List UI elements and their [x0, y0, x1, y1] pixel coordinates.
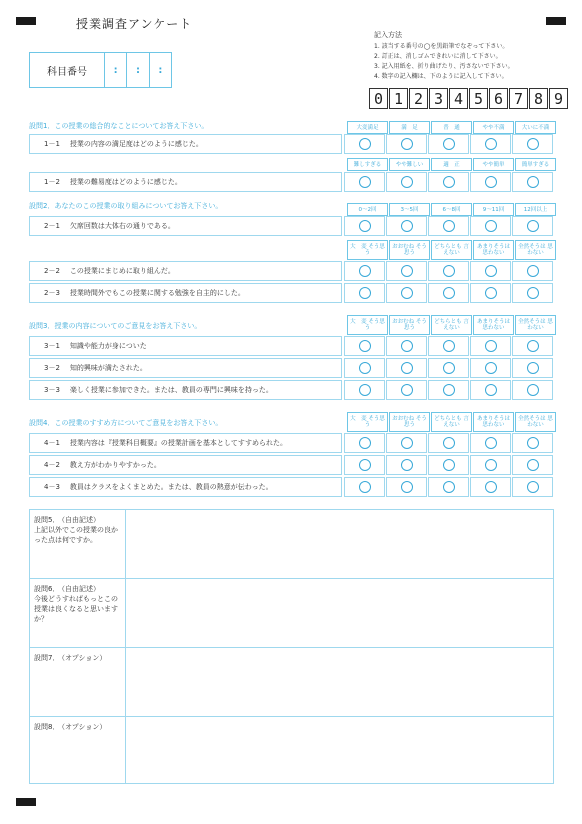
answer-options [344, 358, 554, 378]
section-4-heading: 設問4．この授業のすすめ方についてご意見をお答え下さい。 [29, 419, 223, 427]
option-cell [512, 172, 553, 192]
free-question-7 [29, 647, 554, 717]
answer-circle[interactable] [485, 138, 497, 150]
option-cell [512, 336, 553, 356]
answer-circle[interactable] [485, 481, 497, 493]
option-cell [470, 283, 511, 303]
answer-circle[interactable] [443, 481, 455, 493]
scale-label: どちらとも 言えない [431, 240, 472, 260]
free-question-type: （自由記述） [61, 516, 100, 524]
answer-circle[interactable] [359, 384, 371, 396]
free-answer-area[interactable] [126, 510, 553, 578]
option-cell [470, 433, 511, 453]
free-question-body: 今後どうすればもっとこの授業は良くなると思いますか？ [34, 595, 118, 623]
question-label: 授業の内容の満足度はどのように感じた。 [69, 140, 203, 148]
answer-circle[interactable] [527, 340, 539, 352]
option-cell [470, 134, 511, 154]
question-text [29, 380, 342, 400]
answer-circle[interactable] [485, 340, 497, 352]
option-cell [344, 283, 385, 303]
scale-label: 満 足 [389, 121, 430, 134]
answer-circle[interactable] [527, 459, 539, 471]
answer-circle[interactable] [443, 138, 455, 150]
question-row-2-2 [29, 261, 554, 281]
question-row-3-3 [29, 380, 554, 400]
answer-options [344, 433, 554, 453]
option-cell [386, 455, 427, 475]
option-cell [344, 433, 385, 453]
registration-mark-bottom-left [16, 798, 36, 806]
option-cell [386, 358, 427, 378]
option-cell [428, 134, 469, 154]
option-cell [512, 283, 553, 303]
option-cell [428, 358, 469, 378]
sample-digit: 9 [549, 88, 568, 109]
scale-label: 3～5回 [389, 203, 430, 216]
answer-circle[interactable] [527, 362, 539, 374]
sample-digit: 8 [529, 88, 548, 109]
answer-circle[interactable] [359, 138, 371, 150]
question-text [29, 172, 342, 192]
option-cell [470, 172, 511, 192]
option-cell [470, 380, 511, 400]
scale-label: どちらとも 言えない [431, 412, 472, 432]
scale-label: 6～8回 [431, 203, 472, 216]
answer-options [344, 380, 554, 400]
question-number: 2－2 [44, 267, 60, 275]
question-row-4-2 [29, 455, 554, 475]
option-cell [470, 477, 511, 497]
option-cell [428, 433, 469, 453]
absence-scale [347, 203, 557, 216]
option-cell [386, 336, 427, 356]
scale-label: 大いに不満 [515, 121, 556, 134]
question-label: 教え方がわかりやすかった。 [69, 461, 161, 469]
answer-circle[interactable] [359, 362, 371, 374]
question-label: 授業の難易度はどのように感じた。 [69, 178, 182, 186]
option-cell [386, 216, 427, 236]
answer-circle[interactable] [527, 287, 539, 299]
question-row-4-3 [29, 477, 554, 497]
answer-circle[interactable] [443, 287, 455, 299]
free-question-type: （オプション） [61, 723, 107, 731]
free-question-6 [29, 578, 554, 648]
answer-circle[interactable] [485, 265, 497, 277]
option-cell [344, 336, 385, 356]
option-cell [344, 172, 385, 192]
option-cell [512, 261, 553, 281]
option-cell [428, 380, 469, 400]
answer-circle[interactable] [485, 384, 497, 396]
question-label: 楽しく授業に参加できた。または、教員の専門に興味を持った。 [69, 386, 273, 394]
free-question-5 [29, 509, 554, 579]
question-label: 知的興味が満たされた。 [69, 364, 147, 372]
option-cell [344, 261, 385, 281]
answer-circle[interactable] [359, 220, 371, 232]
question-text [29, 134, 342, 154]
option-cell [386, 283, 427, 303]
scale-label: あまりそうは 思わない [473, 412, 514, 432]
option-cell [470, 358, 511, 378]
option-cell [512, 380, 553, 400]
answer-circle[interactable] [443, 459, 455, 471]
instructions-list [374, 42, 554, 82]
free-question-head: 設問6． [34, 585, 60, 593]
answer-circle[interactable] [359, 437, 371, 449]
sample-digit: 0 [369, 88, 388, 109]
answer-options [344, 261, 554, 281]
answer-circle[interactable] [485, 176, 497, 188]
option-cell [344, 358, 385, 378]
section-1-heading: 設問1．この授業の総合的なことについてお答え下さい。 [29, 122, 209, 130]
scale-label: おおむね そう思う [389, 315, 430, 335]
answer-circle[interactable] [527, 220, 539, 232]
free-answer-area[interactable] [126, 717, 553, 783]
option-cell [386, 477, 427, 497]
answer-circle[interactable] [485, 287, 497, 299]
question-row-2-1 [29, 216, 554, 236]
question-text [29, 216, 342, 236]
scale-label: 普 通 [431, 121, 472, 134]
scale-label: 難しすぎる [347, 158, 388, 171]
answer-circle[interactable] [359, 459, 371, 471]
option-cell [512, 433, 553, 453]
answer-options [344, 216, 554, 236]
answer-circle[interactable] [359, 481, 371, 493]
question-text [29, 283, 342, 303]
option-cell [428, 283, 469, 303]
option-cell [470, 216, 511, 236]
option-cell [344, 380, 385, 400]
difficulty-scale [347, 158, 557, 171]
sample-digit: 7 [509, 88, 528, 109]
question-row-3-1 [29, 336, 554, 356]
answer-circle[interactable] [401, 287, 413, 299]
sample-digit: 5 [469, 88, 488, 109]
option-cell [344, 477, 385, 497]
scale-label: あまりそうは 思わない [473, 315, 514, 335]
question-row-1-1 [29, 134, 554, 154]
answer-circle[interactable] [401, 176, 413, 188]
answer-circle[interactable] [443, 437, 455, 449]
option-cell [428, 336, 469, 356]
answer-options [344, 283, 554, 303]
option-cell [386, 261, 427, 281]
scale-label: 12回以上 [515, 203, 556, 216]
question-label: 知識や能力が身についた [69, 342, 147, 350]
question-text [29, 433, 342, 453]
answer-circle[interactable] [359, 340, 371, 352]
answer-options [344, 455, 554, 475]
answer-options [344, 172, 554, 192]
scale-label: やや簡単 [473, 158, 514, 171]
question-number: 3－3 [44, 386, 60, 394]
subject-digit-field[interactable]: : [158, 64, 163, 76]
subject-digit-field[interactable]: : [127, 53, 149, 87]
answer-circle[interactable] [401, 384, 413, 396]
answer-circle[interactable] [443, 220, 455, 232]
question-number: 1－1 [44, 140, 60, 148]
answer-circle[interactable] [527, 138, 539, 150]
answer-options [344, 134, 554, 154]
question-text [29, 358, 342, 378]
sample-digits [369, 88, 569, 109]
answer-circle[interactable] [401, 138, 413, 150]
option-cell [428, 455, 469, 475]
free-question-8 [29, 716, 554, 784]
scale-label: どちらとも 言えない [431, 315, 472, 335]
option-cell [512, 477, 553, 497]
answer-circle[interactable] [401, 220, 413, 232]
option-cell [512, 455, 553, 475]
agreement-scale [347, 412, 557, 432]
question-text [29, 477, 342, 497]
question-label: 授業時間外でもこの授業に関する勉強を自主的にした。 [69, 289, 245, 297]
registration-mark-top-right [546, 17, 566, 25]
question-label: 教員はクラスをよくまとめた。または、教員の熱意が伝わった。 [69, 483, 273, 491]
option-cell [470, 336, 511, 356]
free-answer-area[interactable] [126, 648, 553, 716]
section-2-heading: 設問2．あなたのこの授業の取り組みについてお答え下さい。 [29, 202, 223, 210]
scale-label: 大 変 そう思う [347, 315, 388, 335]
answer-circle[interactable] [359, 176, 371, 188]
question-text [29, 455, 342, 475]
question-number: 4－3 [44, 483, 60, 491]
sample-digit: 2 [409, 88, 428, 109]
option-cell [428, 172, 469, 192]
answer-circle[interactable] [443, 384, 455, 396]
answer-circle[interactable] [443, 340, 455, 352]
free-question-head: 設問7． [34, 654, 60, 662]
sample-digit: 1 [389, 88, 408, 109]
question-text [29, 336, 342, 356]
sample-digit: 6 [489, 88, 508, 109]
option-cell [512, 358, 553, 378]
answer-circle[interactable] [401, 265, 413, 277]
free-question-type: （オプション） [61, 654, 107, 662]
scale-label: 全然そうは 思わない [515, 240, 556, 260]
free-question-label [30, 579, 126, 647]
page-title: 授業調査アンケート [76, 17, 193, 31]
scale-label: おおむね そう思う [389, 412, 430, 432]
answer-circle[interactable] [527, 437, 539, 449]
section-3-heading: 設問3．授業の内容についてのご意見をお答え下さい。 [29, 322, 202, 330]
question-text [29, 261, 342, 281]
question-row-4-1 [29, 433, 554, 453]
answer-circle[interactable] [401, 459, 413, 471]
answer-circle[interactable] [359, 265, 371, 277]
instructions-heading: 記入方法 [374, 31, 402, 39]
question-number: 3－2 [44, 364, 60, 372]
instructions [374, 30, 554, 82]
option-cell [344, 455, 385, 475]
option-cell [428, 216, 469, 236]
answer-circle[interactable] [527, 176, 539, 188]
sample-digit: 3 [429, 88, 448, 109]
subject-number-box [29, 52, 172, 88]
answer-circle[interactable] [527, 384, 539, 396]
scale-label: 大 変 そう思う [347, 412, 388, 432]
free-question-type: （自由記述） [61, 585, 100, 593]
scale-label: おおむね そう思う [389, 240, 430, 260]
answer-circle[interactable] [485, 362, 497, 374]
option-cell [428, 261, 469, 281]
answer-circle[interactable] [359, 287, 371, 299]
answer-circle[interactable] [401, 437, 413, 449]
scale-label: 適 正 [431, 158, 472, 171]
answer-circle[interactable] [485, 437, 497, 449]
free-question-label [30, 510, 126, 578]
answer-circle[interactable] [401, 481, 413, 493]
subject-number-label: 科目番号 [30, 53, 105, 87]
scale-label: 大 変 そう思う [347, 240, 388, 260]
scale-label: 全然そうは 思わない [515, 412, 556, 432]
free-question-label [30, 717, 126, 783]
question-row-2-3 [29, 283, 554, 303]
answer-circle[interactable] [443, 362, 455, 374]
free-answer-area[interactable] [126, 579, 553, 647]
question-row-1-2 [29, 172, 554, 192]
answer-circle[interactable] [485, 459, 497, 471]
question-number: 2－1 [44, 222, 60, 230]
instruction-item: 3. 記入用紙を、折り曲げたり、汚さないで下さい。 [374, 63, 514, 70]
scale-label: 大変満足 [347, 121, 388, 134]
subject-digit-field[interactable]: : [105, 53, 127, 87]
answer-options [344, 477, 554, 497]
question-label: 授業内容は『授業科目概要』の授業計画を基本としてすすめられた。 [69, 439, 287, 447]
option-cell [470, 455, 511, 475]
scale-label: あまりそうは 思わない [473, 240, 514, 260]
free-question-body: 上記以外でこの授業の良かった点は何ですか。 [34, 526, 118, 544]
instruction-item: 4. 数字の記入欄は、下のように記入して下さい。 [374, 73, 508, 80]
option-cell [470, 261, 511, 281]
question-number: 1－2 [44, 178, 60, 186]
question-row-3-2 [29, 358, 554, 378]
option-cell [386, 172, 427, 192]
answer-options [344, 336, 554, 356]
answer-circle[interactable] [443, 176, 455, 188]
sample-digit: 4 [449, 88, 468, 109]
answer-circle[interactable] [527, 481, 539, 493]
answer-circle[interactable] [527, 265, 539, 277]
option-cell [428, 477, 469, 497]
option-cell [512, 216, 553, 236]
agreement-scale [347, 315, 557, 335]
scale-label: やや不満 [473, 121, 514, 134]
registration-mark-top-left [16, 17, 36, 25]
question-number: 4－2 [44, 461, 60, 469]
option-cell [512, 134, 553, 154]
answer-circle[interactable] [443, 265, 455, 277]
question-label: 欠席回数は大体右の通りである。 [69, 222, 175, 230]
answer-circle[interactable] [401, 340, 413, 352]
option-cell [386, 134, 427, 154]
free-question-head: 設問8． [34, 723, 60, 731]
scale-label: 0～2回 [347, 203, 388, 216]
free-question-head: 設問5． [34, 516, 60, 524]
satisfaction-scale [347, 121, 557, 134]
instruction-item: 1. 該当する番号の◯を黒鉛筆でなぞって下さい。 [374, 43, 509, 50]
scale-label: やや難しい [389, 158, 430, 171]
option-cell [344, 134, 385, 154]
option-cell [386, 380, 427, 400]
instruction-item: 2. 訂正は、消しゴムできれいに消して下さい。 [374, 53, 502, 60]
scale-label: 全然そうは 思わない [515, 315, 556, 335]
question-number: 2－3 [44, 289, 60, 297]
question-number: 3－1 [44, 342, 60, 350]
answer-circle[interactable] [401, 362, 413, 374]
question-label: この授業にまじめに取り組んだ。 [69, 267, 175, 275]
scale-label: 簡単すぎる [515, 158, 556, 171]
free-question-label [30, 648, 126, 716]
question-number: 4－1 [44, 439, 60, 447]
agreement-scale [347, 240, 557, 260]
answer-circle[interactable] [485, 220, 497, 232]
option-cell [344, 216, 385, 236]
option-cell [386, 433, 427, 453]
scale-label: 9～11回 [473, 203, 514, 216]
